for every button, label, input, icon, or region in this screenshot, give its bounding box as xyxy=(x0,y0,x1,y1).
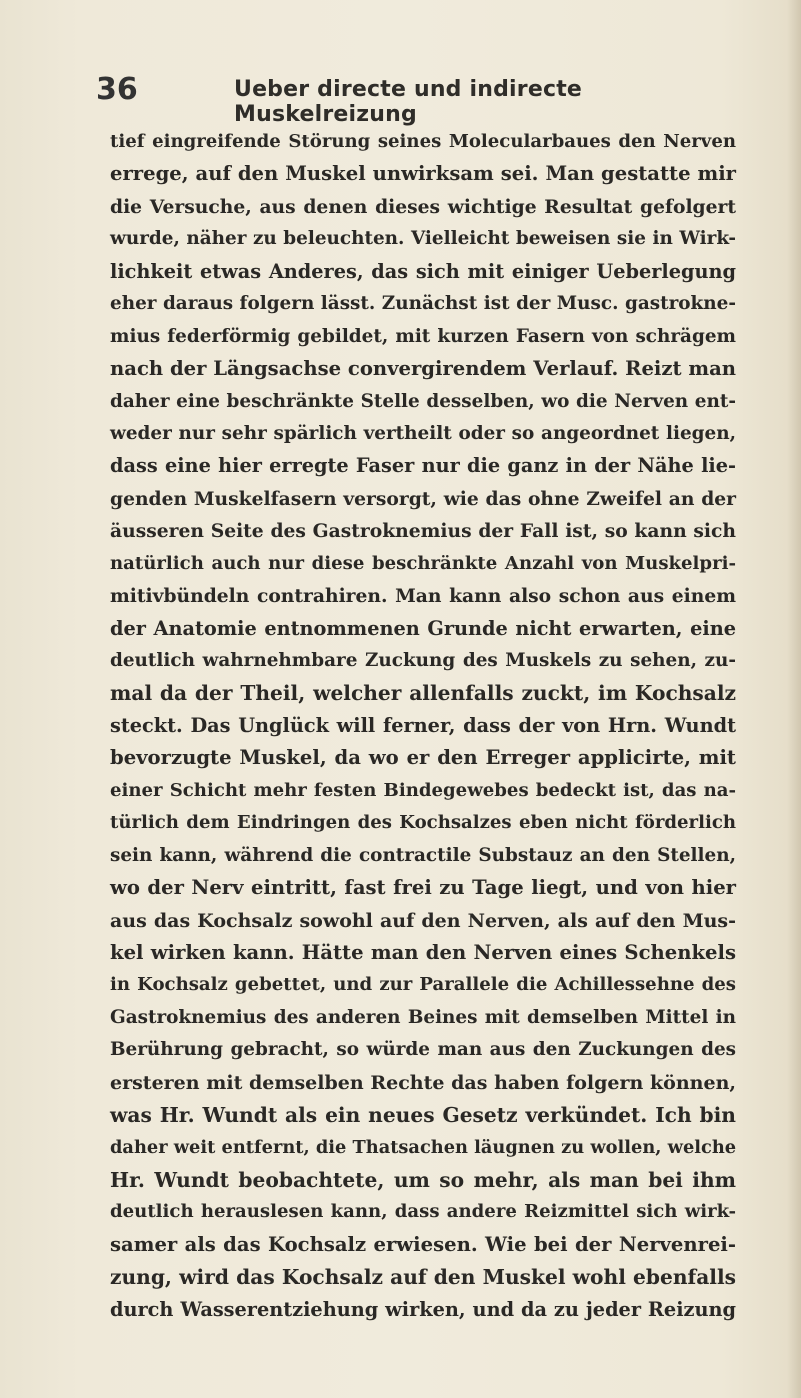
text-line: türlich dem Eindringen des Kochsalzes eben nicht förderlich xyxy=(110,812,736,834)
text-line: lichkeit etwas Anderes, das sich mit einiger Ueberlegung xyxy=(110,259,736,283)
text-line: deutlich wahrnehmbare Zuckung des Muskels zu sehen, zu- xyxy=(110,650,736,671)
text-line: daher weit entfernt, die Thatsachen läugnen zu wollen, welche xyxy=(110,1136,737,1158)
text-line: weder nur sehr spärlich vertheilt oder so angeordnet liegen, xyxy=(110,422,736,444)
text-line: einer Schicht mehr festen Bindegewebes bedeckt ist, das na- xyxy=(110,779,736,801)
text-line: Berührung gebracht, so würde man aus den Zuckungen des xyxy=(110,1039,736,1061)
text-line: durch Wasserentziehung wirken, und da zu jeder Reizung xyxy=(110,1297,736,1321)
text-line: mitivbündeln contrahiren. Man kann also schon aus einem xyxy=(110,585,736,608)
body-text xyxy=(110,126,736,1326)
text-line: mius federförmig gebildet, mit kurzen Fasern von schrägem xyxy=(110,325,736,347)
text-line: bevorzugte Muskel, da wo er den Erreger applicirte, mit xyxy=(110,746,736,770)
text-line: dass eine hier erregte Faser nur die ganz in der Nähe lie- xyxy=(110,454,736,478)
text-line: natürlich auch nur diese beschränkte Anzahl von Muskelpri- xyxy=(110,552,736,574)
text-line: mal da der Theil, welcher allenfalls zuckt, im Kochsalz xyxy=(110,681,736,706)
running-title: Ueber directe und indirecte Muskelreizung xyxy=(234,77,583,127)
text-line: ersteren mit demselben Rechte das haben folgern können, xyxy=(110,1071,736,1094)
text-line: aus das Kochsalz sowohl auf den Nerven, als auf den Mus- xyxy=(110,909,736,932)
text-line: sein kann, während die contractile Substauz an den Stellen, xyxy=(110,844,736,866)
page-header xyxy=(96,72,736,127)
text-line: in Kochsalz gebettet, und zur Parallele die Achillessehne des xyxy=(110,974,736,996)
text-line: eher daraus folgern lässt. Zunächst ist der Musc. gastrokne- xyxy=(110,293,736,315)
text-line: wo der Nerv eintritt, fast frei zu Tage liegt, und von hier xyxy=(110,876,736,900)
text-line: steckt. Das Unglück will ferner, dass der von Hrn. Wundt xyxy=(110,713,736,737)
text-line: zung, wird das Kochsalz auf den Muskel wohl ebenfalls xyxy=(110,1265,736,1290)
text-line: errege, auf den Muskel unwirksam sei. Man gestatte mir xyxy=(110,162,736,186)
text-line: die Versuche, aus denen dieses wichtige Resultat gefolgert xyxy=(110,195,736,218)
text-line: äusseren Seite des Gastroknemius der Fall ist, so kann sich xyxy=(110,520,736,543)
text-line: was Hr. Wundt als ein neues Gesetz verkündet. Ich bin xyxy=(110,1103,736,1128)
text-line: nach der Längsachse convergirendem Verlauf. Reizt man xyxy=(110,357,737,381)
text-line: kel wirken kann. Hätte man den Nerven eines Schenkels xyxy=(110,940,736,964)
text-line: wurde, näher zu beleuchten. Vielleicht beweisen sie in Wirk- xyxy=(110,228,736,250)
text-line: genden Muskelfasern versorgt, wie das ohne Zweifel an der xyxy=(110,487,736,510)
text-line: samer als das Kochsalz erwiesen. Wie bei der Nervenrei- xyxy=(110,1232,736,1256)
text-line: deutlich herauslesen kann, dass andere Reizmittel sich wirk- xyxy=(110,1201,736,1223)
text-line: tief eingreifende Störung seines Molecularbaues den Nerven xyxy=(110,131,736,152)
text-line: Hr. Wundt beobachtete, um so mehr, als man bei ihm xyxy=(110,1168,736,1192)
page-number: 36 xyxy=(96,72,138,107)
text-line: Gastroknemius des anderen Beines mit demselben Mittel in xyxy=(110,1006,736,1028)
text-line: der Anatomie entnommenen Grunde nicht erwarten, eine xyxy=(110,616,736,640)
page-edge-shadow xyxy=(787,0,801,1398)
text-line: daher eine beschränkte Stelle desselben, wo die Nerven ent- xyxy=(110,390,736,412)
